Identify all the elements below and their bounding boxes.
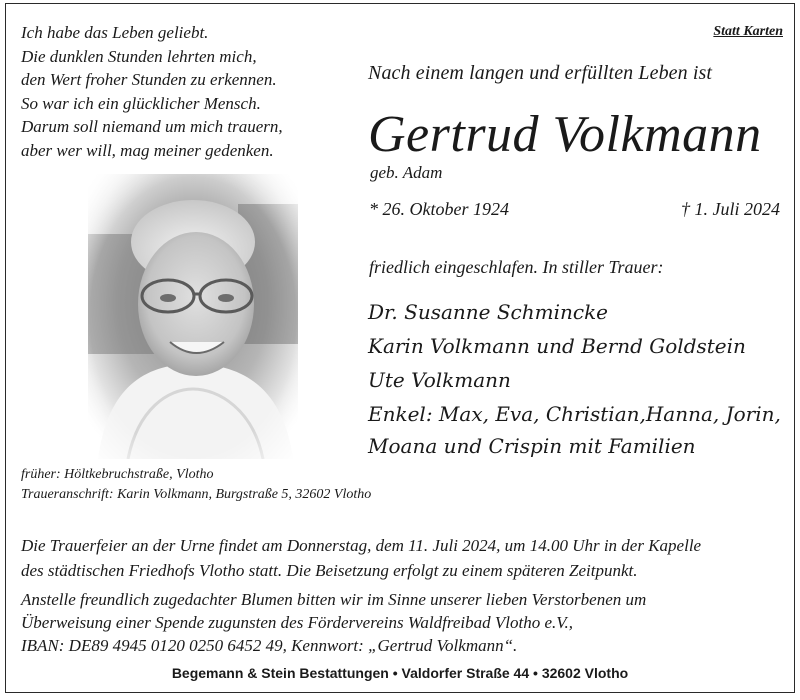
mourner-entry: Enkel: Max, Eva, Christian,Hanna, Jorin,	[368, 402, 781, 426]
mourner-entry: Moana und Crispin mit Familien	[368, 434, 696, 458]
ceremony-info	[21, 533, 701, 583]
mourners-list	[368, 295, 781, 461]
deceased-name: Gertrud Volkmann	[368, 106, 762, 163]
ceremony-line: Die Trauerfeier an der Urne findet am Donnerstag, dem 11. Juli 2024, um 14.00 Uhr in der Kapelle	[21, 536, 702, 555]
poem-line: Ich habe das Leben geliebt.	[21, 23, 209, 42]
poem	[21, 21, 283, 162]
previous-address: früher: Höltkebruchstraße, Vlotho	[21, 467, 214, 482]
poem-line: Die dunklen Stunden lehrten mich,	[21, 46, 257, 66]
mourner-entry: Karin Volkmann und Bernd Goldstein	[368, 334, 746, 358]
poem-line: aber wer will, mag meiner gedenken.	[21, 140, 274, 160]
obituary-notice	[5, 3, 795, 693]
mourner-entry: Ute Volkmann	[368, 368, 511, 392]
portrait-photo	[88, 174, 298, 459]
funeral-home-footer: Begemann & Stein Bestattungen • Valdorfer Straße 44 • 32602 Vlotho	[171, 665, 629, 681]
death-date: † 1. Juli 2024	[681, 199, 780, 219]
mourner-entry: Dr. Susanne Schmincke	[368, 300, 609, 324]
header-label: Statt Karten	[713, 24, 783, 39]
donation-line: IBAN: DE89 4945 0120 0250 6452 49, Kennwort: „Gertrud Volkmann“.	[21, 636, 518, 655]
portrait-image	[88, 174, 298, 459]
passing-text: friedlich eingeschlafen. In stiller Trauer:	[369, 257, 664, 277]
donation-line: Überweisung einer Spende zugunsten des Fördervereins Waldfreibad Vlotho e.V.,	[21, 613, 573, 632]
birth-date: * 26. Oktober 1924	[369, 199, 509, 219]
intro-text: Nach einem langen und erfüllten Leben ist	[368, 62, 713, 84]
poem-line: den Wert froher Stunden zu erkennen.	[21, 70, 277, 89]
mourning-address: Traueranschrift: Karin Volkmann, Burgstraße 5, 32602 Vlotho	[21, 487, 372, 502]
poem-line: So war ich ein glücklicher Mensch.	[21, 93, 261, 113]
ceremony-line: des städtischen Friedhofs Vlotho statt. Die Beisetzung erfolgt zu einem späteren Zeitpunkt.	[21, 561, 638, 580]
maiden-name: geb. Adam	[370, 163, 443, 182]
donation-info	[21, 588, 646, 657]
donation-line: Anstelle freundlich zugedachter Blumen bitten wir im Sinne unserer lieben Verstorbenen um	[21, 590, 647, 609]
addresses	[21, 465, 371, 505]
poem-line: Darum soll niemand um mich trauern,	[21, 117, 283, 136]
